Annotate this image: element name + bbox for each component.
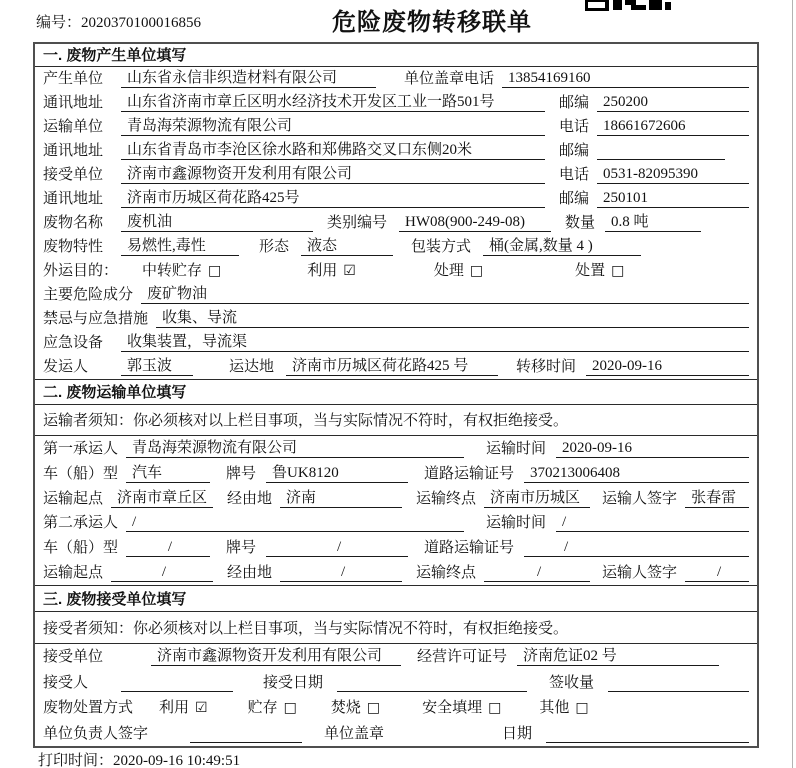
transporter-value: 青岛海荣源物流有限公司 bbox=[121, 114, 545, 136]
waste-qty-label: 数量 bbox=[565, 214, 596, 231]
emergency-label: 禁忌与应急措施 bbox=[43, 310, 149, 327]
waste-form-value: 液态 bbox=[301, 234, 393, 256]
transporter-zip-value bbox=[597, 159, 725, 160]
transporter-address-value: 山东省青岛市李沧区徐水路和郑佛路交叉口东侧20米 bbox=[121, 138, 545, 160]
row-receiver bbox=[35, 163, 757, 187]
transporter-label: 运输单位 bbox=[43, 118, 104, 135]
sign-date-label: 日期 bbox=[502, 726, 533, 743]
utilize-checkbox: ☑ bbox=[343, 262, 356, 279]
vehicle1-label: 车（船）型 bbox=[43, 465, 119, 482]
acceptor-value bbox=[121, 691, 233, 692]
producer-label: 产生单位 bbox=[43, 70, 104, 87]
receiver-zip-value: 250101 bbox=[597, 190, 749, 208]
print-timestamp bbox=[38, 749, 240, 768]
route2-start-label: 运输起点 bbox=[43, 564, 104, 581]
producer-zip-label: 邮编 bbox=[559, 94, 590, 111]
receiver-label: 接受单位 bbox=[43, 166, 104, 183]
receiver-zip-label: 邮编 bbox=[559, 190, 590, 207]
section2-notice: 运输者须知：你必须核对以上栏目事项，当与实际情况不符时，有权拒绝接受。 bbox=[35, 405, 757, 435]
acceptor-label: 接受人 bbox=[43, 674, 89, 691]
plate2-value: / bbox=[266, 539, 408, 557]
permit2-value: / bbox=[524, 539, 749, 557]
producer-zip-value: 250200 bbox=[597, 94, 749, 112]
receipt-qty-label: 签收量 bbox=[549, 674, 595, 691]
purpose-label: 外运目的： bbox=[43, 262, 119, 279]
plate2-label: 牌号 bbox=[226, 539, 257, 556]
sign-date-value bbox=[546, 742, 749, 743]
receiver-phone-label: 电话 bbox=[559, 166, 590, 183]
carrier1-value: 青岛海荣源物流有限公司 bbox=[126, 436, 464, 458]
disposal-option-incinerate: 焚烧 □ bbox=[330, 700, 381, 717]
permit1-value: 370213006408 bbox=[524, 465, 749, 483]
disposal-label: 废物处置方式 bbox=[43, 700, 134, 717]
route2-via-value: / bbox=[280, 564, 402, 582]
disposal-utilize-checkbox: ☑ bbox=[195, 700, 208, 717]
disposal-storage-checkbox: □ bbox=[283, 700, 297, 717]
destination-label: 运达地 bbox=[229, 358, 275, 375]
waste-form-label: 形态 bbox=[259, 238, 290, 255]
route1-end-value: 济南市历城区 bbox=[484, 486, 590, 508]
responsible-sign-label: 单位负责人签字 bbox=[43, 726, 149, 743]
route1-via-value: 济南 bbox=[280, 486, 402, 508]
license-value: 济南危证02 号 bbox=[517, 644, 719, 666]
row-disposal-method bbox=[35, 695, 757, 721]
print-time-value: 2020-09-16 10:49:51 bbox=[113, 753, 241, 768]
receiver-value: 济南市鑫源物资开发利用有限公司 bbox=[121, 162, 545, 184]
equipment-value: 收集装置，导流渠 bbox=[121, 330, 749, 352]
producer-phone-value: 13854169160 bbox=[502, 70, 749, 88]
row-second-carrier bbox=[35, 511, 757, 536]
disposal-landfill-checkbox: □ bbox=[488, 700, 502, 717]
route2-start-value: / bbox=[111, 564, 213, 582]
scan-edge-line bbox=[792, 0, 793, 768]
qr-code-fragment bbox=[585, 0, 673, 11]
disposal-option-landfill: 安全填埋 □ bbox=[422, 700, 502, 717]
plate1-value: 鲁UK8120 bbox=[266, 461, 408, 483]
row-emergency-measures bbox=[35, 307, 757, 331]
section2-title: 二. 废物运输单位填写 bbox=[35, 379, 757, 406]
dispatcher-value: 郭玉波 bbox=[121, 354, 193, 376]
vehicle2-label: 车（船）型 bbox=[43, 539, 119, 556]
waste-name-label: 废物名称 bbox=[43, 214, 104, 231]
serial-value: 2020370100016856 bbox=[81, 15, 202, 31]
route1-end-label: 运输终点 bbox=[416, 490, 477, 507]
section1-title: 一. 废物产生单位填写 bbox=[35, 44, 757, 67]
route2-sign-value: / bbox=[685, 564, 749, 582]
row-vehicle-2 bbox=[35, 535, 757, 560]
row-waste-properties bbox=[35, 235, 757, 259]
plate1-label: 牌号 bbox=[226, 465, 257, 482]
row-accept-unit bbox=[35, 644, 757, 670]
row-first-carrier bbox=[35, 436, 757, 461]
carrier1-time-value: 2020-09-16 bbox=[556, 440, 749, 458]
row-emergency-equipment bbox=[35, 331, 757, 355]
transporter-phone-label: 电话 bbox=[559, 118, 590, 135]
route2-via-label: 经由地 bbox=[227, 564, 273, 581]
hazard-label: 主要危险成分 bbox=[43, 286, 134, 303]
route2-end-value: / bbox=[484, 564, 590, 582]
vehicle1-value: 汽车 bbox=[126, 461, 210, 483]
unit-stamp-label: 单位盖章 bbox=[324, 726, 385, 743]
transporter-address-label: 通讯地址 bbox=[43, 142, 104, 159]
treat-checkbox: □ bbox=[469, 262, 484, 279]
license-label: 经营许可证号 bbox=[417, 649, 508, 666]
stamp-label: 单位盖章 bbox=[404, 70, 465, 87]
destination-value: 济南市历城区荷花路425 号 bbox=[286, 354, 498, 376]
producer-phone-label: 电话 bbox=[464, 70, 495, 87]
permit2-label: 道路运输证号 bbox=[424, 539, 515, 556]
route2-sign-label: 运输人签字 bbox=[602, 564, 678, 581]
row-hazard-components bbox=[35, 283, 757, 307]
receiver-address-label: 通讯地址 bbox=[43, 190, 104, 207]
row-route-1 bbox=[35, 486, 757, 511]
waste-qty-value: 0.8 吨 bbox=[605, 210, 701, 232]
receiver-phone-value: 0531-82095390 bbox=[597, 166, 749, 184]
disposal-incinerate-checkbox: □ bbox=[366, 700, 381, 717]
route1-via-label: 经由地 bbox=[227, 490, 273, 507]
dispose-checkbox: □ bbox=[611, 262, 625, 279]
route1-sign-value: 张春雷 bbox=[685, 486, 749, 508]
route1-start-label: 运输起点 bbox=[43, 490, 104, 507]
row-acceptor bbox=[35, 669, 757, 695]
row-waste-name bbox=[35, 211, 757, 235]
carrier2-label: 第二承运人 bbox=[43, 515, 119, 532]
carrier2-value: / bbox=[126, 514, 464, 532]
route2-end-label: 运输终点 bbox=[416, 564, 477, 581]
producer-address-value: 山东省济南市章丘区明水经济技术开发区工业一路501号 bbox=[121, 90, 545, 112]
route1-sign-label: 运输人签字 bbox=[602, 490, 678, 507]
carrier2-time-label: 运输时间 bbox=[486, 515, 547, 532]
purpose-option-dispose: 处置 □ bbox=[575, 262, 625, 279]
carrier2-time-value: / bbox=[556, 514, 749, 532]
emergency-value: 收集、导流 bbox=[156, 306, 749, 328]
waste-code-label: 类别编号 bbox=[327, 214, 388, 231]
waste-pack-label: 包装方式 bbox=[411, 238, 472, 255]
row-producer-address bbox=[35, 91, 757, 115]
disposal-option-other: 其他 □ bbox=[539, 700, 589, 717]
page-title: 危险废物转移联单 bbox=[332, 9, 532, 36]
equipment-label: 应急设备 bbox=[43, 334, 104, 351]
manifest-form bbox=[33, 42, 759, 748]
accept-unit-value: 济南市鑫源物资开发利用有限公司 bbox=[151, 644, 401, 666]
waste-code-value: HW08(900-249-08) bbox=[399, 214, 551, 232]
carrier1-label: 第一承运人 bbox=[43, 440, 119, 457]
purpose-option-transit-storage: 中转贮存 □ bbox=[142, 262, 222, 279]
waste-pack-value: 桶(金属,数量 4 ) bbox=[483, 234, 641, 256]
row-transfer-purpose bbox=[35, 259, 757, 283]
producer-value: 山东省永信非织造材料有限公司 bbox=[121, 66, 376, 88]
serial-number bbox=[36, 11, 201, 32]
row-transporter-address bbox=[35, 139, 757, 163]
transit-storage-checkbox: □ bbox=[208, 262, 222, 279]
row-route-2 bbox=[35, 560, 757, 585]
accept-unit-label: 接受单位 bbox=[43, 649, 104, 666]
accept-date-value bbox=[337, 691, 527, 692]
responsible-sign-value bbox=[190, 742, 302, 743]
dispatcher-label: 发运人 bbox=[43, 358, 89, 375]
carrier1-time-label: 运输时间 bbox=[486, 440, 547, 457]
row-vehicle-1 bbox=[35, 461, 757, 486]
print-time-label: 打印时间： bbox=[38, 753, 114, 768]
disposal-other-checkbox: □ bbox=[575, 700, 589, 717]
vehicle2-value: / bbox=[126, 539, 210, 557]
purpose-option-treat: 处理 □ bbox=[433, 262, 484, 279]
transporter-zip-label: 邮编 bbox=[559, 142, 590, 159]
accept-date-label: 接受日期 bbox=[263, 674, 324, 691]
waste-prop-value: 易燃性,毒性 bbox=[121, 234, 239, 256]
row-receiver-address bbox=[35, 187, 757, 211]
waste-prop-label: 废物特性 bbox=[43, 238, 104, 255]
section3-title: 三. 废物接受单位填写 bbox=[35, 585, 757, 613]
row-dispatch bbox=[35, 355, 757, 379]
permit1-label: 道路运输证号 bbox=[424, 465, 515, 482]
hazard-value: 废矿物油 bbox=[141, 282, 749, 304]
transfer-time-value: 2020-09-16 bbox=[586, 358, 749, 376]
producer-address-label: 通讯地址 bbox=[43, 94, 104, 111]
transporter-phone-value: 18661672606 bbox=[597, 118, 749, 136]
disposal-option-utilize: 利用 ☑ bbox=[159, 700, 208, 717]
purpose-option-utilize: 利用 ☑ bbox=[307, 262, 356, 279]
disposal-option-storage: 贮存 □ bbox=[247, 700, 297, 717]
route1-start-value: 济南市章丘区 bbox=[111, 486, 213, 508]
row-producer bbox=[35, 67, 757, 91]
transfer-time-label: 转移时间 bbox=[516, 358, 577, 375]
row-transporter bbox=[35, 115, 757, 139]
receiver-address-value: 济南市历城区荷花路425号 bbox=[121, 186, 545, 208]
row-responsible-signature bbox=[35, 720, 757, 746]
section3-notice: 接受者须知：你必须核对以上栏目事项，当与实际情况不符时，有权拒绝接受。 bbox=[35, 612, 757, 643]
serial-label: 编号： bbox=[36, 15, 82, 31]
receipt-qty-value bbox=[608, 691, 749, 692]
waste-name-value: 废机油 bbox=[121, 210, 313, 232]
